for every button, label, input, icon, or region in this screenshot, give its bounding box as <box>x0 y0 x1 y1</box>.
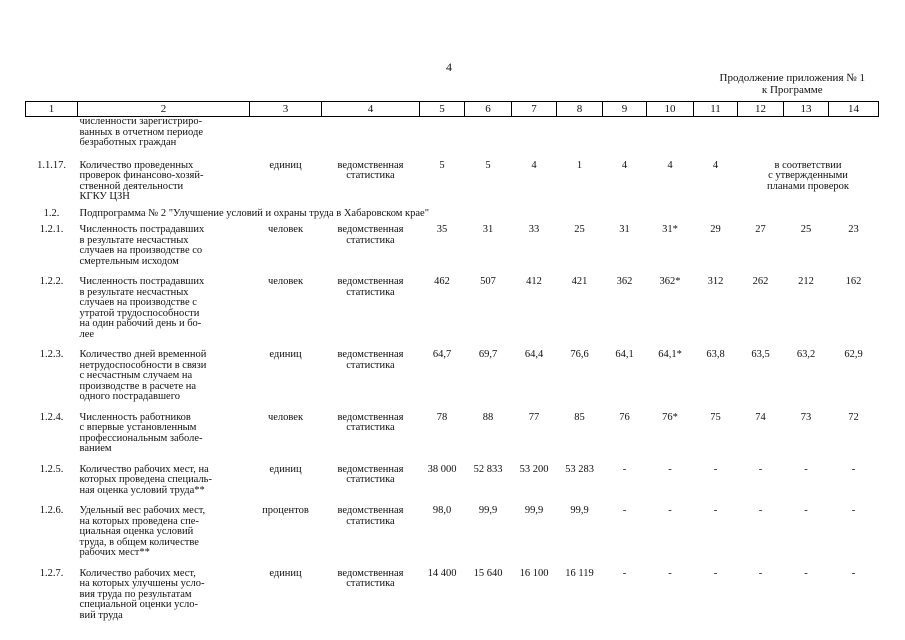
value-cell: - <box>804 505 808 516</box>
value-cell: 14 400 <box>427 567 457 579</box>
value-cell: - <box>758 567 763 579</box>
row-id: 1.2.5. <box>39 463 64 475</box>
table-row <box>26 267 879 340</box>
table-body <box>26 117 879 622</box>
value-cell: - <box>713 505 718 516</box>
value-cell: 76,6 <box>570 349 589 360</box>
unit-cell: единиц <box>269 463 302 475</box>
value-cell <box>557 117 603 149</box>
source-cell: ведомственная статистика <box>337 567 404 589</box>
value-cell: 63,5 <box>751 349 770 360</box>
continuation-line-1: Продолжение приложения № 1 <box>719 72 865 84</box>
column-header-10: 10 <box>647 102 694 117</box>
value-cell: 1 <box>576 159 583 171</box>
value-cell: 99,9 <box>524 505 544 516</box>
indicator-name: Численность работников с впервые установленным профессиональным заболе- ванием <box>79 411 203 454</box>
column-header-5: 5 <box>420 102 465 117</box>
table-row <box>26 149 879 203</box>
value-cell: 88 <box>482 411 494 423</box>
value-cell: 362* <box>659 276 681 287</box>
value-cell: 462 <box>434 276 450 287</box>
value-cell: 25 <box>800 224 812 235</box>
value-cell: - <box>851 463 856 475</box>
unit-cell <box>250 117 322 149</box>
value-cell: 31* <box>662 224 678 235</box>
value-cell: 4 <box>621 159 628 171</box>
value-cell: - <box>851 567 856 579</box>
value-cell: 52 833 <box>473 463 503 475</box>
source-cell: ведомственная статистика <box>337 159 404 181</box>
indicator-name: Количество проведенных проверок финансово-хозяй- ственной деятельности КГКУ ЦЗН <box>79 159 204 202</box>
value-cell: - <box>713 567 718 579</box>
row-id: 1.2.6. <box>39 505 64 516</box>
source-cell: ведомственная статистика <box>337 224 404 246</box>
value-cell: 4 <box>712 159 719 171</box>
value-cell: - <box>668 567 672 579</box>
value-cell: 262 <box>752 276 769 287</box>
merged-note-cell: в соответствии с утвержденными планами проверок <box>767 159 849 192</box>
column-header-9: 9 <box>603 102 647 117</box>
source-cell: ведомственная статистика <box>337 463 404 485</box>
value-cell: 16 119 <box>565 567 594 579</box>
value-cell: 31 <box>619 224 630 235</box>
row-id <box>26 117 78 149</box>
value-cell: 27 <box>755 224 766 235</box>
value-cell <box>784 117 829 149</box>
value-cell: 16 100 <box>519 567 549 579</box>
value-cell: 74 <box>755 411 766 423</box>
source-cell: ведомственная статистика <box>337 411 404 433</box>
unit-cell: процентов <box>262 505 309 516</box>
value-cell: 73 <box>800 411 812 423</box>
value-cell: 99,9 <box>478 505 498 516</box>
value-cell: 63,8 <box>706 349 725 360</box>
column-header-3: 3 <box>250 102 322 117</box>
column-number-header <box>26 102 879 117</box>
row-id: 1.2.7. <box>39 567 64 579</box>
value-cell: 33 <box>528 224 540 235</box>
column-header-1: 1 <box>26 102 78 117</box>
row-id: 1.2.4. <box>39 411 64 423</box>
value-cell: 53 283 <box>565 463 594 475</box>
value-cell: - <box>622 567 627 579</box>
indicator-name: Численность пострадавших в результате несчастных случаев на производстве с утратой трудоспособности на один рабочий день и бо- лее <box>79 276 205 340</box>
column-header-4: 4 <box>322 102 420 117</box>
table-row <box>26 219 879 267</box>
value-cell: 53 200 <box>519 463 549 475</box>
value-cell: 78 <box>436 411 448 423</box>
indicator-name: Численность пострадавших в результате несчастных случаев на производстве со смертельным исходом <box>79 224 205 267</box>
value-cell: 162 <box>845 276 862 287</box>
source-cell: ведомственная статистика <box>337 505 404 527</box>
value-cell: 5 <box>485 159 491 171</box>
value-cell: 362 <box>616 276 633 287</box>
unit-cell: единиц <box>269 349 302 360</box>
value-cell: 62,9 <box>844 349 863 360</box>
value-cell: 75 <box>710 411 721 423</box>
value-cell: - <box>713 463 718 475</box>
value-cell: - <box>804 567 808 579</box>
value-cell: 25 <box>574 224 585 235</box>
value-cell: 76 <box>619 411 630 423</box>
value-cell: - <box>758 505 763 516</box>
table-row <box>26 403 879 455</box>
value-cell: 312 <box>707 276 724 287</box>
indicator-name: Количество рабочих мест, на которых улучшены усло- вия труда по результатам специальной оценки усло- вий труда <box>79 567 205 621</box>
value-cell: - <box>668 463 672 475</box>
unit-cell: единиц <box>269 567 302 579</box>
table-row <box>26 455 879 497</box>
value-cell: 99,9 <box>570 505 589 516</box>
row-id: 1.1.17. <box>37 159 66 171</box>
continuation-note <box>720 72 865 96</box>
column-header-6: 6 <box>465 102 512 117</box>
value-cell: - <box>758 463 763 475</box>
continuation-line-2: к Программе <box>761 84 823 96</box>
value-cell: 69,7 <box>478 349 498 360</box>
value-cell: 38 000 <box>427 463 457 475</box>
value-cell: 4 <box>531 159 537 171</box>
value-cell: 35 <box>436 224 448 235</box>
value-cell: 64,1 <box>615 349 634 360</box>
column-header-7: 7 <box>512 102 557 117</box>
row-id: 1.2.1. <box>39 224 64 235</box>
column-header-8: 8 <box>557 102 603 117</box>
value-cell: - <box>851 505 856 516</box>
table-row <box>26 117 879 149</box>
row-id: 1.2. <box>43 207 60 219</box>
value-cell: 421 <box>571 276 588 287</box>
value-cell: 412 <box>526 276 542 287</box>
table-row <box>26 559 879 622</box>
table-row <box>26 203 879 220</box>
value-cell: - <box>622 463 627 475</box>
value-cell: 77 <box>528 411 540 423</box>
column-header-2: 2 <box>78 102 250 117</box>
source-cell: ведомственная статистика <box>337 276 404 298</box>
value-cell: 63,2 <box>796 349 816 360</box>
column-header-14: 14 <box>829 102 879 117</box>
value-cell: 15 640 <box>473 567 503 579</box>
value-cell <box>647 117 694 149</box>
page-number: 4 <box>446 60 452 74</box>
value-cell: 64,7 <box>432 349 452 360</box>
unit-cell: человек <box>267 276 304 287</box>
value-cell: 64,1* <box>658 349 682 360</box>
unit-cell: человек <box>267 224 304 235</box>
section-title: Подпрограмма № 2 "Улучшение условий и охраны труда в Хабаровском крае" <box>79 207 429 219</box>
indicator-name: численности зарегистриро- ванных в отчетном периоде безработных граждан <box>79 116 203 148</box>
column-header-12: 12 <box>738 102 784 117</box>
value-cell <box>738 117 784 149</box>
indicator-name: Количество рабочих мест, на которых проведена специаль- ная оценка условий труда** <box>79 463 212 496</box>
value-cell: - <box>804 463 808 475</box>
unit-cell: человек <box>267 411 304 423</box>
table-row <box>26 496 879 559</box>
source-cell: ведомственная статистика <box>337 349 404 371</box>
value-cell <box>420 117 465 149</box>
value-cell: 85 <box>574 411 585 423</box>
value-cell: 212 <box>798 276 814 287</box>
value-cell: 98,0 <box>432 505 452 516</box>
value-cell: - <box>622 505 627 516</box>
value-cell <box>829 117 879 149</box>
value-cell: 76* <box>662 411 678 423</box>
value-cell <box>694 117 738 149</box>
value-cell: - <box>668 505 672 516</box>
row-id: 1.2.2. <box>39 276 64 287</box>
indicator-name: Удельный вес рабочих мест, на которых проведена спе- циальная оценка условий труда, в общем количестве рабочих мест** <box>79 505 206 558</box>
indicators-table <box>25 101 879 621</box>
value-cell: 23 <box>848 224 859 235</box>
indicator-name: Количество дней временной нетрудоспособности в связи с несчастным случаем на производстве в расчете на одного пострадавшего <box>79 349 207 402</box>
table-row <box>26 340 879 403</box>
value-cell: 31 <box>482 224 494 235</box>
source-cell <box>322 117 420 149</box>
value-cell <box>465 117 512 149</box>
value-cell: 29 <box>710 224 721 235</box>
value-cell: 5 <box>439 159 445 171</box>
value-cell <box>603 117 647 149</box>
row-id: 1.2.3. <box>39 349 64 360</box>
value-cell <box>512 117 557 149</box>
column-header-13: 13 <box>784 102 829 117</box>
column-header-11: 11 <box>694 102 738 117</box>
value-cell: 507 <box>480 276 496 287</box>
value-cell: 64,4 <box>524 349 544 360</box>
unit-cell: единиц <box>269 159 302 171</box>
value-cell: 72 <box>848 411 859 423</box>
value-cell: 4 <box>667 159 673 171</box>
